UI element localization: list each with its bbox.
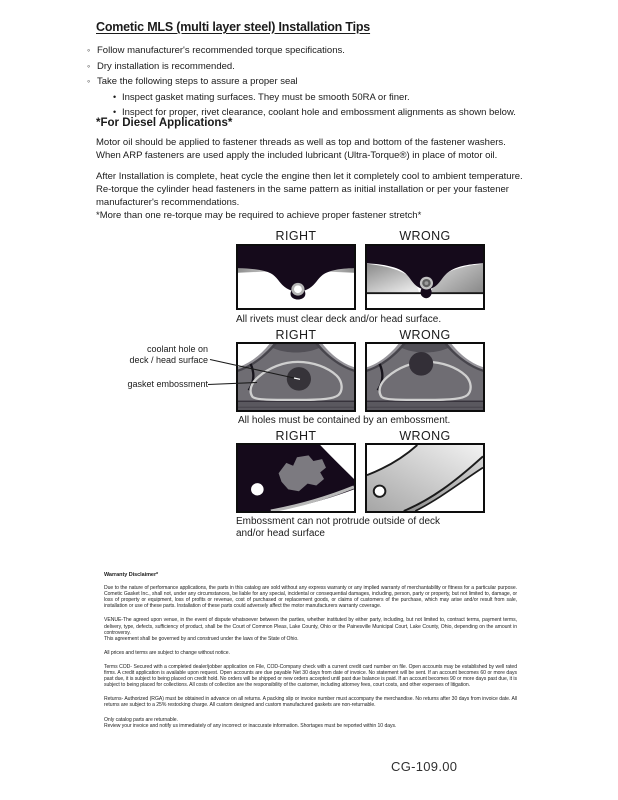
bullet-icon: ◦ (87, 45, 91, 55)
diagram1-right-graphic (236, 244, 356, 310)
diagram3-right-label: RIGHT (275, 429, 317, 443)
diagram3-caption: Embossment can not protrude outside of deck and/or head surface (236, 516, 441, 539)
diagram1-right-label: RIGHT (275, 229, 317, 243)
diagram3-wrong-graphic (365, 443, 485, 513)
rivet-graphic (294, 285, 302, 293)
diagram1-wrong-label: WRONG (399, 229, 451, 243)
diagram1-wrong-graphic (365, 244, 485, 310)
diesel-applications-heading: *For Diesel Applications* (96, 117, 233, 129)
coolant-hole-label: coolant hole on deck / head surface (129, 344, 208, 365)
bolt-hole-graphic (374, 486, 386, 497)
list-item-text: Inspect for proper, rivet clearance, coolant hole and embossment alignments as shown below. (122, 107, 516, 118)
diagram3-right-graphic (236, 443, 356, 513)
warranty-disclaimer-heading: Warranty Disclaimer* (104, 572, 159, 578)
coolant-hole-graphic (287, 367, 311, 391)
legal-paragraph: Due to the nature of performance applications, the parts in this catalog are sold without any express warranty or any implied warranty of merchantability or fitness for a particular purpose. Cometic Gasket Inc., shall not, under any circumstances, be liable for any special, incidental or consequential damages, including, person, party or property, but not limited to, damage, or loss of property or equipment, loss of profits or revenue, cost of purchased or replacement goods, or claims of customers of the purchase, which may arise and/or result from sale, installation or use of these parts. Installation of these parts could adversely affect the motor manufacturers warranty coverage. (104, 585, 517, 610)
diagram2-caption: All holes must be contained by an embossment. (238, 415, 451, 426)
diagram2-wrong-graphic (365, 342, 485, 412)
list-item-text: Follow manufacturer's recommended torque specifications. (97, 45, 345, 56)
legal-paragraph: This agreement shall be governed by and construed under the laws of the State of Ohio. (104, 635, 299, 642)
diagram2-wrong-label: WRONG (399, 328, 451, 342)
bolt-hole-graphic (251, 483, 264, 495)
legal-paragraph: VENUE-The agreed upon venue, in the event of dispute whatsoever between the parties, whether instituted by either party, including, but not limited to, contract terms, payment terms, delivery, type, defects, sufficiency of product, shall be the Court of Common Pleas, Lake County, Ohio or the Painesville Municipal Court, Lake County, Ohio, depending on the amount in controversy. (104, 617, 517, 636)
legal-fine-print (104, 572, 517, 729)
rivet-graphic (425, 281, 429, 285)
bullet-icon: ◦ (87, 60, 91, 71)
bullet-icon: • (113, 91, 117, 102)
list-item (87, 43, 532, 59)
list-item (87, 74, 532, 90)
coolant-hole-graphic (409, 352, 433, 376)
list-item (87, 59, 532, 75)
retorque-note: *More than one re-torque may be required to achieve proper fastener stretch* (96, 210, 422, 221)
legal-paragraph: Review your invoice and notify us immediately of any incorrect or inaccurate information. Shortages must be reported within 10 days. (104, 722, 397, 729)
diagram1-caption: All rivets must clear deck and/or head surface. (236, 314, 442, 325)
list-item-text: Inspect gasket mating surfaces. They must be smooth 50RA or finer. (122, 91, 410, 103)
list-item-text: Dry installation is recommended. (97, 60, 235, 72)
diesel-paragraph-2: After Installation is complete, heat cycle the engine then let it completely cool to ambient temperature. Re-torque the cylinder head fasteners in the same pattern as initial installation or per your fastener manufacturer's recommendations. (96, 171, 523, 208)
install-tips-list (87, 43, 532, 121)
diagram3-wrong-label: WRONG (399, 429, 451, 443)
legal-paragraph: All prices and terms are subject to change without notice. (104, 649, 230, 656)
bullet-icon: ◦ (87, 76, 91, 86)
list-item (87, 90, 532, 106)
legal-paragraph: Returns- Authorized (RGA) must be obtained in advance on all returns. A packing slip or invoice number must accompany the merchandise. No returns after 30 days from invoice date. All returns are subject to a 25% restocking charge. All custom designed and custom manufactured gaskets are non-returnable. (104, 696, 517, 709)
list-item-text: Take the following steps to assure a proper seal (97, 76, 298, 87)
page-title: Cometic MLS (multi layer steel) Installation Tips (96, 20, 371, 34)
diagram2-right-label: RIGHT (275, 328, 317, 342)
diesel-paragraph-1: Motor oil should be applied to fastener threads as well as top and bottom of the fastener washers. When ARP fasteners are used apply the included lubricant (Ultra-Torque®) in place of motor oil. (96, 137, 506, 161)
legal-paragraph: Terms COD- Secured with a completed dealer/jobber application on File, COD-Company check with a current credit card number on file. Open accounts may be established by well rated firms. A credit application is available upon request. Open accounts are due payable Net 30 days from date of invoice. No statement will be sent. If an account becomes 60 or more days past due, it is subject to being placed on credit hold. No orders will be shipped or new orders accepted until past due balance is paid. If an account becomes 90 or more days past due, it is subject to being placed for collections. All costs of collection are the responsibility of the customer, including attorney fees, court costs, and other expenses of litigation. (104, 663, 517, 689)
bullet-icon: • (113, 107, 117, 117)
legal-paragraph: Only catalog parts are returnable. (104, 716, 178, 723)
diagram2-right-graphic (236, 342, 356, 412)
gasket-embossment-label: gasket embossment (127, 379, 208, 389)
page-number: CG-109.00 (391, 759, 458, 774)
